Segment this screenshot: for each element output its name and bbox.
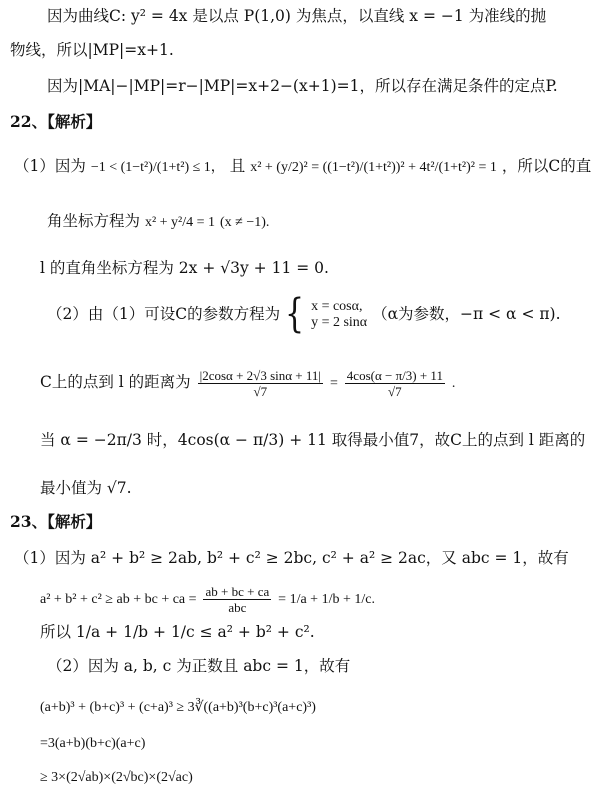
fraction-denominator: √7 xyxy=(253,383,268,399)
section-heading-23: 23、【解析】 xyxy=(10,512,102,531)
text-span: （α为参数，−π < α < π). xyxy=(372,305,561,323)
fraction-denominator: √7 xyxy=(388,383,402,399)
math-line: (a+b)³ + (b+c)³ + (c+a)³ ≥ 3∛((a+b)³(b+c)³(a+c)³) xyxy=(40,700,316,715)
fraction xyxy=(345,368,445,399)
math-span: = 1/a + 1/b + 1/c. xyxy=(278,592,375,607)
text-line: 最小值为 √7. xyxy=(40,479,132,497)
math-ellipse: x² + y²/4 = 1 xyxy=(144,215,216,230)
math-condition: (x ≠ −1). xyxy=(219,215,270,230)
math-inequality: −1 < (1−t²)/(1+t²) ≤ 1， xyxy=(90,160,225,175)
math-identity: x² + (y/2)² = ((1−t²)/(1+t²))² + 4t²/(1+t²)² = 1 xyxy=(250,160,497,175)
fraction-denominator: abc xyxy=(228,599,247,615)
q22-distance-line xyxy=(40,360,455,406)
param-eq-y: y = 2 sinα xyxy=(311,315,368,330)
text-line: 当 α = −2π/3 时，4cos(α − π/3) + 11 取得最小值7，故C上的点到 l 距离的 xyxy=(40,431,586,449)
section-heading-22: 22、【解析】 xyxy=(10,112,102,131)
fraction xyxy=(198,368,323,399)
param-eq-x: x = cosα, xyxy=(311,299,363,314)
math-line: ≥ 3×(2√ab)×(2√bc)×(2√ac) xyxy=(40,770,193,785)
text-span: （1）因为 xyxy=(14,157,86,175)
fraction xyxy=(203,584,271,615)
equals-sign: = xyxy=(329,376,338,391)
text-span: （2）由（1）可设C的参数方程为 xyxy=(47,305,281,323)
fraction-numerator: |2cosα + 2√3 sinα + 11| xyxy=(199,367,322,383)
text-line: 物线，所以|MP|=x+1. xyxy=(10,41,174,59)
text-line: 所以 1/a + 1/b + 1/c ≤ a² + b² + c². xyxy=(40,623,315,641)
q23-sum-line xyxy=(40,578,375,620)
q22-part1-line xyxy=(14,146,591,188)
text-line: （1）因为 a² + b² ≥ 2ab, b² + c² ≥ 2bc, c² + a² ≥ 2ac，又 abc = 1，故有 xyxy=(14,549,569,567)
text-line: 因为|MA|−|MP|=r−|MP|=x+2−(x+1)=1，所以存在满足条件的定点P. xyxy=(47,77,558,95)
fraction-numerator: ab + bc + ca xyxy=(205,583,270,599)
q22-param-line xyxy=(47,290,561,338)
brace-symbol: { xyxy=(285,290,305,338)
text-span: 角坐标方程为 xyxy=(47,212,141,230)
fraction-numerator: 4cos(α − π/3) + 11 xyxy=(346,367,443,383)
text-span: 且 xyxy=(229,157,246,175)
math-line: =3(a+b)(b+c)(a+c) xyxy=(40,736,146,751)
period: . xyxy=(451,376,456,391)
param-system xyxy=(311,299,367,331)
text-line: 因为曲线C: y² = 4x 是以点 P(1,0) 为焦点，以直线 x = −1 为准线的抛 xyxy=(47,7,547,25)
text-line: l 的直角坐标方程为 2x + √3y + 11 = 0. xyxy=(40,259,329,277)
text-span: ，所以C的直 xyxy=(501,157,591,175)
math-span: a² + b² + c² ≥ ab + bc + ca = xyxy=(40,592,197,607)
q22-cartesian-line xyxy=(47,207,269,237)
text-span: C上的点到 l 的距离为 xyxy=(40,373,191,391)
text-line: （2）因为 a, b, c 为正数且 abc = 1，故有 xyxy=(47,657,351,675)
